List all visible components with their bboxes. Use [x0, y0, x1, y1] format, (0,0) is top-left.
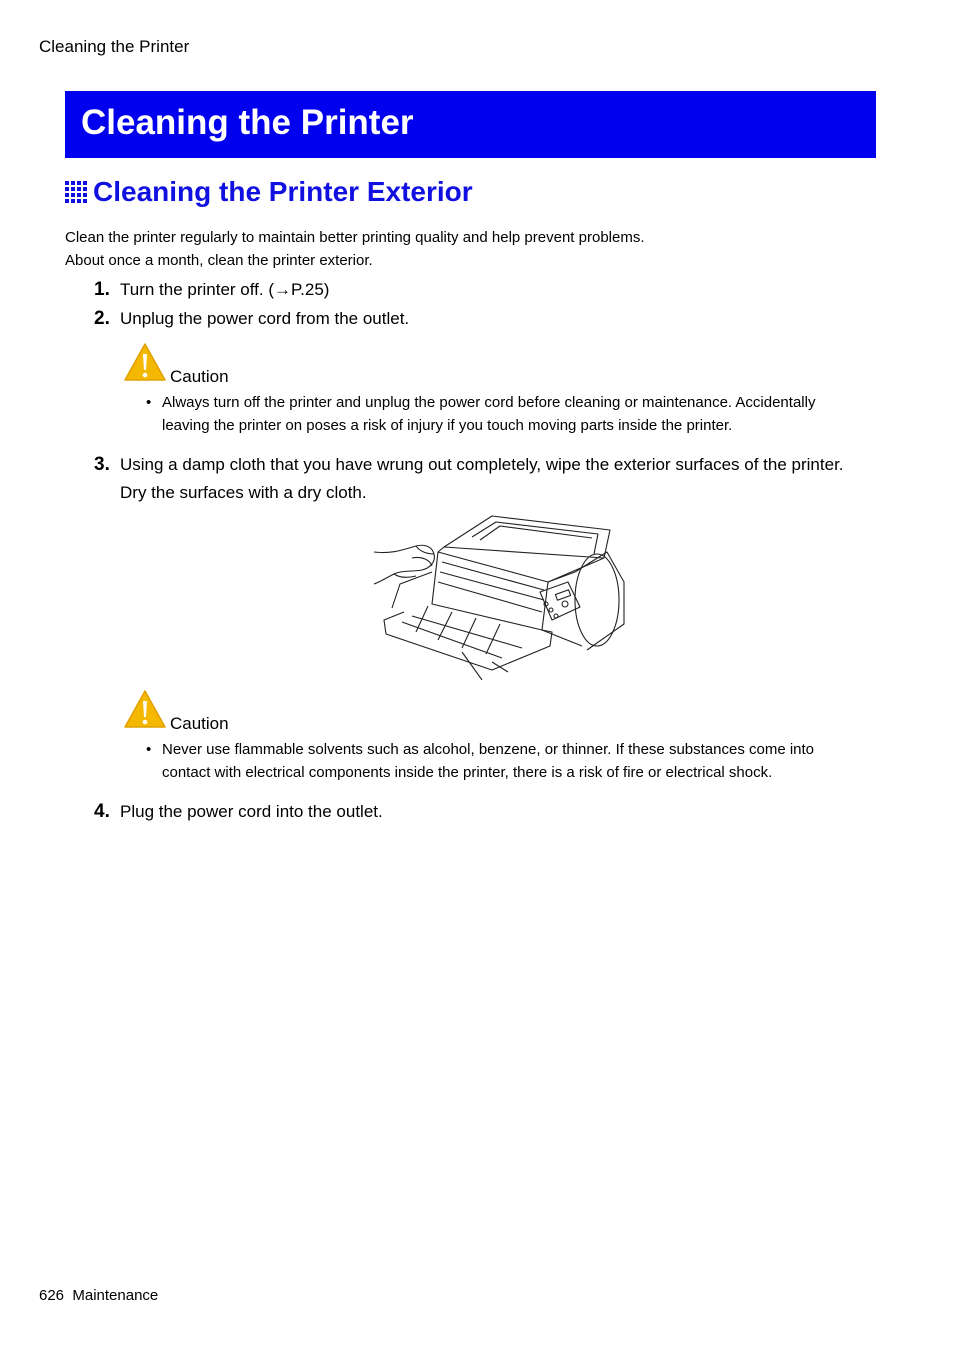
step-3 — [94, 451, 844, 507]
step-1 — [94, 276, 329, 304]
step-number: 3. — [94, 454, 110, 475]
step-number: 1. — [94, 279, 110, 300]
step-2 — [94, 305, 409, 333]
bullet-dot: • — [146, 394, 152, 411]
step-text: Turn the printer off. (→P.25) — [120, 280, 330, 299]
section-title: Cleaning the Printer Exterior — [93, 176, 473, 207]
intro-line: Clean the printer regularly to maintain better printing quality and help prevent problems. — [65, 229, 645, 246]
caution-box — [123, 689, 167, 734]
intro-paragraph — [65, 227, 645, 272]
bullet-line: leaving the printer on poses a risk of injury if you touch moving parts inside the printer. — [162, 417, 733, 434]
step-number: 2. — [94, 308, 110, 329]
running-header: Cleaning the Printer — [39, 37, 190, 56]
step-4 — [94, 798, 383, 826]
footer-section: Maintenance — [72, 1287, 159, 1304]
page-number: 626 — [39, 1287, 65, 1304]
section-heading — [65, 176, 473, 208]
title-bar — [65, 91, 876, 158]
warning-triangle-icon — [123, 342, 167, 382]
step-text: Using a damp cloth that you have wrung out completely, wipe the exterior surfaces of the printer. — [120, 455, 844, 474]
step-text: Dry the surfaces with a dry cloth. — [120, 483, 367, 502]
bullet-line: Never use flammable solvents such as alcohol, benzene, or thinner. If these substances come into — [162, 741, 815, 758]
bullet-dot: • — [146, 741, 152, 758]
caution-label: Caution — [170, 714, 229, 733]
page-footer — [39, 1287, 158, 1304]
step-text: Unplug the power cord from the outlet. — [120, 309, 410, 328]
caution-bullet — [146, 391, 886, 437]
warning-triangle-icon — [123, 689, 167, 729]
printer-cleaning-illustration — [372, 512, 630, 680]
bullet-line: contact with electrical components inside the printer, there is a risk of fire or electrical shock. — [162, 764, 773, 781]
caution-bullet — [146, 738, 886, 784]
caution-label: Caution — [170, 367, 229, 386]
step-text: Plug the power cord into the outlet. — [120, 802, 383, 821]
page-title: Cleaning the Printer — [81, 103, 414, 142]
intro-line: About once a month, clean the printer exterior. — [65, 251, 373, 269]
bullet-line: Always turn off the printer and unplug the power cord before cleaning or maintenance. Accidentally — [162, 394, 816, 411]
step-number: 4. — [94, 801, 110, 822]
grid-icon — [65, 181, 88, 204]
caution-box — [123, 342, 167, 387]
